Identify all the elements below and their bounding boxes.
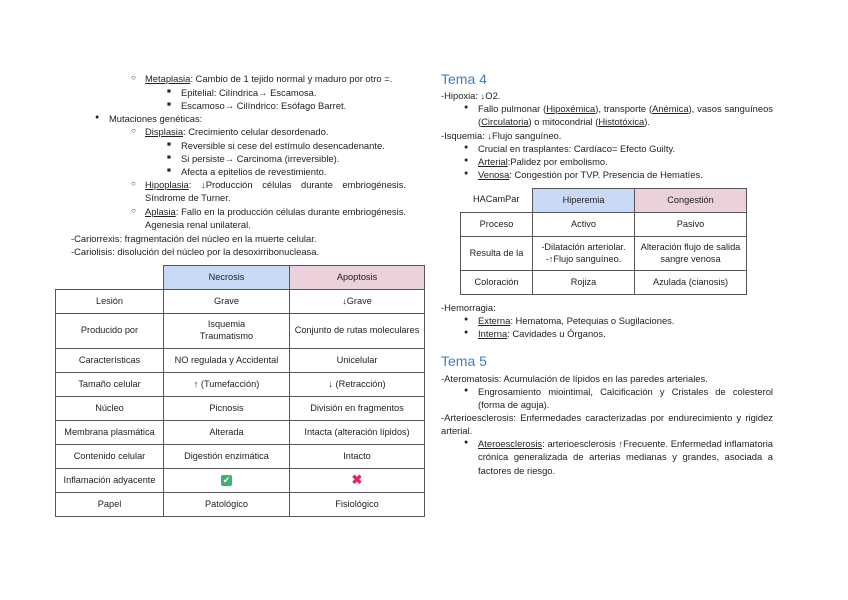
venosa-item: ● Venosa: Congestión por TVP. Presencia de Hematíes.	[478, 168, 703, 181]
table-row	[56, 290, 425, 314]
crucial-item: ● Crucial en trasplantes: Cardíaco= Efecto Guilty.	[478, 142, 675, 155]
table-cell: Producido por	[56, 314, 164, 349]
ateroesclerosis-item: ● Ateroesclerosis: arterioesclerosis ↑Frecuente. Enfermedad inflamatoria crónica generalizada de arterias medianas y grandes, asociada a factores de riesgo.	[478, 437, 773, 477]
externa-item: ● Externa: Hematoma, Petequias o Sugilaciones.	[478, 314, 674, 327]
table-header-row	[56, 266, 425, 290]
persiste-item: ■ Si persiste→ Carcinoma (irreversible).	[181, 152, 339, 165]
table-cell: Tamaño celular	[56, 373, 164, 397]
table-header-cell: Apoptosis	[290, 266, 425, 290]
table-row	[461, 237, 747, 271]
table-cell: Fisiológico	[290, 493, 425, 517]
table-row	[461, 213, 747, 237]
table-cell: Activo	[533, 213, 635, 237]
table-header-cell: Congestión	[635, 189, 747, 213]
table-cell: Alteración flujo de salida sangre venosa	[635, 237, 747, 271]
cross-icon: ✖	[290, 469, 425, 493]
table-cell: Inflamación adyacente	[56, 469, 164, 493]
cariolisis-line: -Cariolisis: disolución del núcleo por la desoxirribonucleasa.	[71, 246, 320, 257]
table-cell: Rojiza	[533, 271, 635, 295]
hiperemia-congestion-table	[460, 188, 747, 295]
table-row	[56, 445, 425, 469]
tema5-heading: Tema 5	[441, 353, 487, 369]
cariorrexis-line: -Cariorrexis: fragmentación del núcleo en la muerte celular.	[71, 233, 317, 244]
table-cell: Azulada (cianosis)	[635, 271, 747, 295]
necrosis-apoptosis-table	[55, 265, 425, 517]
table-row	[56, 493, 425, 517]
table-header-cell	[56, 266, 164, 290]
table-cell: NO regulada y Accidental	[164, 349, 290, 373]
aplasia-item: ○ Aplasia: Fallo en la producción células durante embriogénesis. Agenesia renal unilateral.	[145, 205, 406, 232]
table-header-cell: Hiperemia	[533, 189, 635, 213]
reversible-item: ■ Reversible si cese del estímulo desencadenante.	[181, 139, 385, 152]
tema4-heading: Tema 4	[441, 71, 487, 87]
fallo-item: ● Fallo pulmonar (Hipoxémica), transporte (Anémica), vasos sanguíneos (Circulatoria) o mitocondrial (Histotóxica).	[478, 102, 773, 129]
table-cell: Patológico	[164, 493, 290, 517]
table-cell: Coloración	[461, 271, 533, 295]
hipoplasia-item: ○ Hipoplasia: ↓Producción células durante embriogénesis. Síndrome de Turner.	[145, 178, 406, 205]
table-header-cell: Necrosis	[164, 266, 290, 290]
table-cell: División en fragmentos	[290, 397, 425, 421]
table-cell: Papel	[56, 493, 164, 517]
table-cell: Proceso	[461, 213, 533, 237]
isquemia-line: -Isquemia: ↓Flujo sanguíneo.	[441, 130, 562, 141]
table-cell: Membrana plasmática	[56, 421, 164, 445]
table-cell: Isquemia Traumatismo	[164, 314, 290, 349]
afecta-item: ■ Afecta a epitelios de revestimiento.	[181, 165, 326, 178]
table-cell: Resulta de la	[461, 237, 533, 271]
table-cell: Contenido celular	[56, 445, 164, 469]
table-row	[56, 373, 425, 397]
ateromatosis-line: -Ateromatosis: Acumulación de lípidos en las paredes arteriales.	[441, 373, 708, 384]
epitelial-item: ■ Epitelial: Cilíndrica→ Escamosa.	[181, 86, 316, 99]
hipoxia-line: -Hipoxia: ↓O2.	[441, 90, 501, 101]
table-cell: Núcleo	[56, 397, 164, 421]
table-cell: Lesión	[56, 290, 164, 314]
metaplasia-item: ○ Metaplasia: Cambio de 1 tejido normal y maduro por otro =.	[145, 72, 392, 85]
table-cell: Alterada	[164, 421, 290, 445]
table-cell: Intacto	[290, 445, 425, 469]
mutaciones-item: ● Mutaciones genéticas:	[109, 112, 202, 125]
table-row	[56, 469, 425, 493]
displasia-item: ○ Displasia: Crecimiento celular desordenado.	[145, 125, 328, 138]
table-cell: Pasivo	[635, 213, 747, 237]
table-cell: -Dilatación arteriolar. -↑Flujo sanguíneo.	[533, 237, 635, 271]
table-cell: Grave	[164, 290, 290, 314]
table-header-cell: HACamPar	[461, 189, 533, 213]
escamoso-item: ■ Escamoso→ Cilíndrico: Esófago Barret.	[181, 99, 346, 112]
table-cell: ↓Grave	[290, 290, 425, 314]
table-row	[461, 271, 747, 295]
arterial-item: ● Arterial:Palidez por embolismo.	[478, 155, 608, 168]
engrosamiento-item: ● Engrosamiento miointimal, Calcificación y Cristales de colesterol (forma de aguja).	[478, 385, 773, 412]
arterioesclerosis-line: -Arterioesclerosis: Enfermedades caracterizadas por endurecimiento y rigidez arterial.	[441, 412, 773, 437]
table-row	[56, 421, 425, 445]
table-row	[56, 314, 425, 349]
hemorragia-line: -Hemorragia:	[441, 302, 496, 313]
interna-item: ● Interna: Cavidades u Órganos.	[478, 327, 606, 340]
table-cell: Características	[56, 349, 164, 373]
table-cell: Unicelular	[290, 349, 425, 373]
table-cell: Digestión enzimática	[164, 445, 290, 469]
table-cell: Conjunto de rutas moleculares	[290, 314, 425, 349]
table-header-row	[461, 189, 747, 213]
table-cell: Intacta (alteración lípidos)	[290, 421, 425, 445]
table-cell: Picnosis	[164, 397, 290, 421]
table-cell: ↓ (Retracción)	[290, 373, 425, 397]
table-row	[56, 397, 425, 421]
table-row	[56, 349, 425, 373]
table-cell: ↑ (Tumefacción)	[164, 373, 290, 397]
check-icon: ✔	[164, 469, 290, 493]
